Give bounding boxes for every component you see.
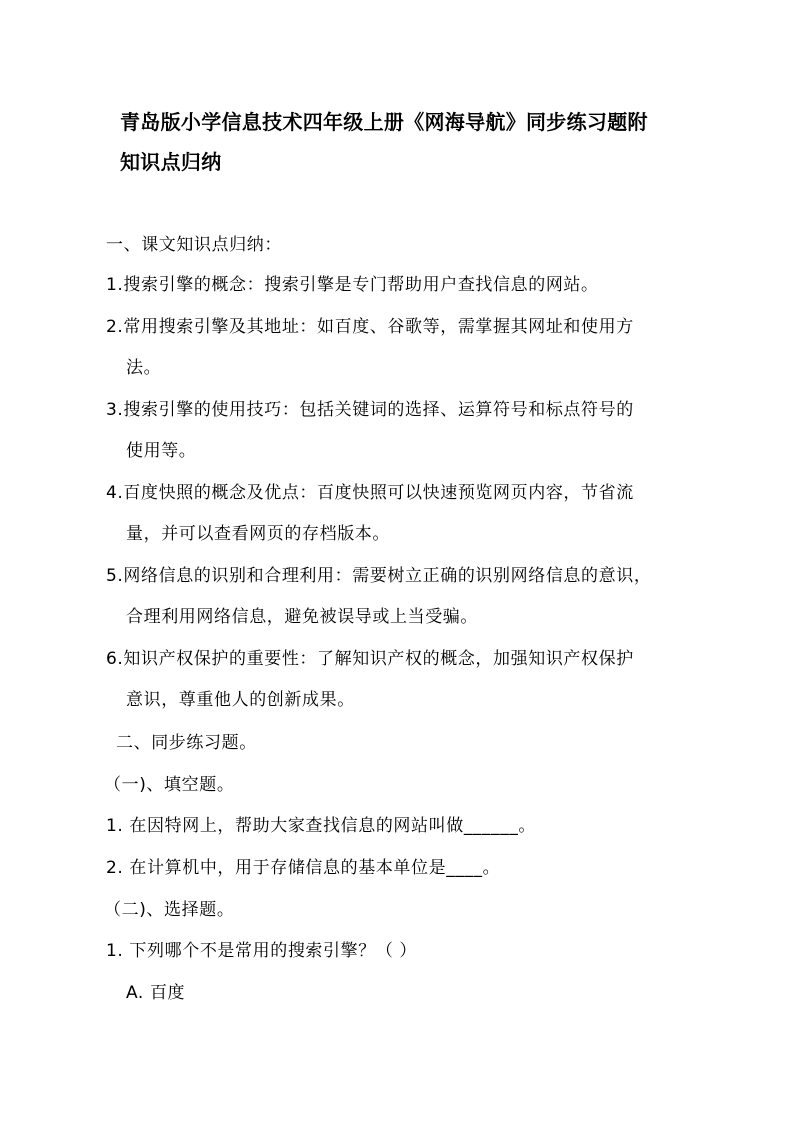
knowledge-item-1: 1.搜索引擎的概念：搜索引擎是专门帮助用户查找信息的网站。 <box>106 275 599 295</box>
knowledge-item-6-cont: 意识，尊重他人的创新成果。 <box>126 690 355 710</box>
knowledge-item-4-cont: 量，并可以查看网页的存档版本。 <box>126 524 390 544</box>
multiple-choice-question-1: 1. 下列哪个不是常用的搜索引擎？（ ） <box>106 941 418 961</box>
section-heading-exercises: 二、同步练习题。 <box>116 733 257 753</box>
knowledge-item-6: 6.知识产权保护的重要性：了解知识产权的概念，加强知识产权保护 <box>106 649 634 669</box>
knowledge-item-5: 5.网络信息的识别和合理利用：需要树立正确的识别网络信息的意识， <box>106 566 652 586</box>
knowledge-item-3: 3.搜索引擎的使用技巧：包括关键词的选择、运算符号和标点符号的 <box>106 400 634 420</box>
fill-blank-question-2: 2. 在计算机中，用于存储信息的基本单位是____。 <box>106 858 501 878</box>
knowledge-item-4: 4.百度快照的概念及优点：百度快照可以快速预览网页内容，节省流 <box>106 483 634 503</box>
document-title-line-1: 青岛版小学信息技术四年级上册《网海导航》同步练习题附 <box>120 110 648 134</box>
multiple-choice-option-a: A. 百度 <box>126 983 186 1003</box>
multiple-choice-heading: （二)、选择题。 <box>104 900 235 920</box>
section-heading-knowledge: 一、课文知识点归纳： <box>106 235 282 255</box>
document-title-line-2: 知识点归纳 <box>120 150 222 174</box>
fill-blank-heading: （一)、填空题。 <box>104 775 235 795</box>
knowledge-item-5-cont: 合理利用网络信息，避免被误导或上当受骗。 <box>126 607 478 627</box>
knowledge-item-2-cont: 法。 <box>126 358 162 378</box>
knowledge-item-2: 2.常用搜索引擎及其地址：如百度、谷歌等，需掌握其网址和使用方 <box>106 317 634 337</box>
fill-blank-question-1: 1. 在因特网上，帮助大家查找信息的网站叫做______。 <box>106 816 537 836</box>
knowledge-item-3-cont: 使用等。 <box>126 441 197 461</box>
